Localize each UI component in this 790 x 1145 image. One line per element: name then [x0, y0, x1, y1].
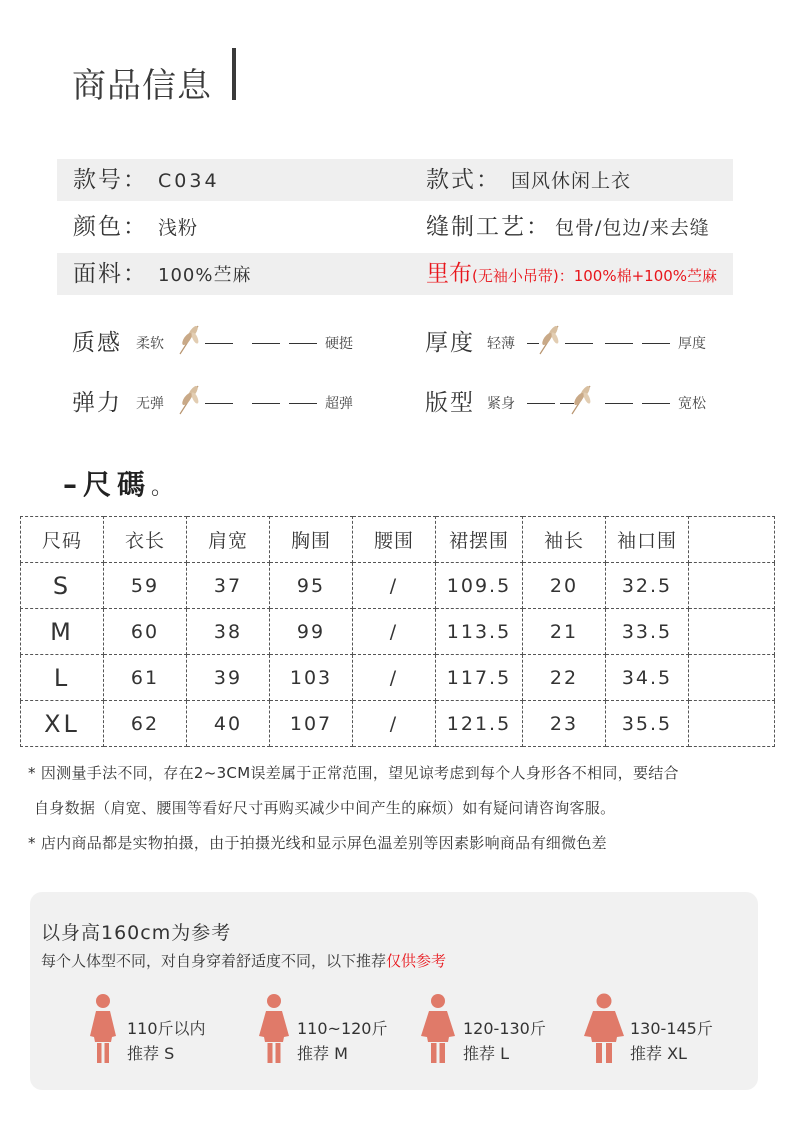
table-cell: 35.5 [606, 701, 689, 747]
table-cell: / [353, 655, 436, 701]
table-row [21, 609, 775, 655]
figure-weight: 120-130斤 [463, 1019, 546, 1038]
reference-subtitle [41, 950, 446, 971]
reference-title: 以身高160cm为参考 [41, 922, 232, 944]
scale-texture-high: 硬挺 [325, 336, 353, 352]
table-cell: 62 [104, 701, 187, 747]
table-cell: / [353, 701, 436, 747]
info-row-color [57, 206, 733, 248]
size-label-cell: XL [21, 701, 104, 747]
scale-thickness-low: 轻薄 [487, 336, 515, 352]
header-cell: 袖长 [523, 517, 606, 563]
table-row [21, 655, 775, 701]
note-color-diff: * 店内商品都是实物拍摄，由于拍摄光线和显示屏色温差别等因素影响商品有细微色差 [28, 834, 607, 852]
scale-line [565, 343, 593, 344]
header-cell: 尺码 [21, 517, 104, 563]
reference-highlight: 仅供参考 [386, 952, 447, 970]
table-cell: 37 [187, 563, 270, 609]
scale-line [252, 403, 280, 404]
table-cell [689, 701, 775, 747]
title-divider [232, 48, 236, 100]
person-icon-xl [582, 992, 626, 1066]
scale-thickness-label: 厚度 [425, 330, 475, 356]
size-title-text: 尺碼 [83, 468, 152, 501]
style-label: 款式： [426, 167, 501, 193]
scale-line [252, 343, 280, 344]
table-cell: 34.5 [606, 655, 689, 701]
header-cell: 肩宽 [187, 517, 270, 563]
craft-label: 缝制工艺： [426, 214, 551, 240]
table-cell: 22 [523, 655, 606, 701]
table-cell: 109.5 [436, 563, 523, 609]
size-table-header [21, 517, 775, 563]
reference-subtitle-text: 每个人体型不同，对自身穿着舒适度不同，以下推荐 [41, 952, 387, 970]
wheat-leaf-icon [176, 382, 202, 416]
craft-value: 包骨/包边/来去缝 [555, 217, 710, 239]
scale-line [527, 403, 555, 404]
size-title-dash: – [63, 468, 83, 501]
header-cell: 腰围 [353, 517, 436, 563]
figure-s-text [127, 1016, 206, 1066]
size-section-title [63, 463, 179, 503]
scale-elasticity-low: 无弹 [136, 396, 164, 412]
figure-recommendation: 推荐 M [297, 1044, 348, 1063]
size-label-cell: L [21, 655, 104, 701]
scale-line [642, 343, 670, 344]
scale-fit-label: 版型 [425, 390, 475, 416]
table-cell [689, 563, 775, 609]
size-label-cell: M [21, 609, 104, 655]
table-row [21, 563, 775, 609]
scale-line [605, 403, 633, 404]
note-measurement-cont: 自身数据（肩宽、腰围等看好尺寸再购买减少中间产生的麻烦）如有疑问请咨询客服。 [34, 799, 616, 817]
scale-elasticity-label: 弹力 [72, 390, 122, 416]
scale-line [605, 343, 633, 344]
size-label-cell: S [21, 563, 104, 609]
scale-thickness-high: 厚度 [678, 336, 706, 352]
size-title-dot: 。 [151, 475, 180, 500]
lining-value: (无袖小吊带)：100%棉+100%苎麻 [472, 267, 718, 285]
figure-weight: 110~120斤 [297, 1019, 388, 1038]
header-cell: 裙摆围 [436, 517, 523, 563]
table-cell: / [353, 563, 436, 609]
wheat-leaf-icon [176, 322, 202, 356]
figure-m-text [297, 1016, 388, 1066]
scale-elasticity-high: 超弹 [325, 396, 353, 412]
color-value: 浅粉 [158, 217, 199, 239]
scale-texture-low: 柔软 [136, 336, 164, 352]
table-cell: / [353, 609, 436, 655]
table-cell: 21 [523, 609, 606, 655]
style-value: 国风休闲上衣 [511, 170, 632, 192]
scale-elasticity [72, 380, 372, 420]
scale-thickness [425, 320, 725, 360]
style-no-label: 款号： [73, 167, 148, 193]
table-cell: 121.5 [436, 701, 523, 747]
header-cell: 胸围 [270, 517, 353, 563]
header-cell [689, 517, 775, 563]
fabric-value: 100%苎麻 [158, 265, 252, 286]
person-icon-l [418, 992, 458, 1066]
table-cell: 20 [523, 563, 606, 609]
scale-fit [425, 380, 725, 420]
figure-recommendation: 推荐 S [127, 1044, 175, 1063]
scale-texture-label: 质感 [72, 330, 122, 356]
figure-recommendation: 推荐 XL [630, 1044, 687, 1063]
figure-recommendation: 推荐 L [463, 1044, 510, 1063]
table-cell: 113.5 [436, 609, 523, 655]
table-cell: 40 [187, 701, 270, 747]
table-cell [689, 655, 775, 701]
table-cell: 39 [187, 655, 270, 701]
table-cell: 38 [187, 609, 270, 655]
scale-line [642, 403, 670, 404]
scale-line [205, 403, 233, 404]
wheat-leaf-icon [536, 322, 562, 356]
table-row [21, 701, 775, 747]
person-icon-s [85, 992, 121, 1066]
info-row-style [57, 159, 733, 201]
figure-weight: 130-145斤 [630, 1019, 713, 1038]
table-cell: 95 [270, 563, 353, 609]
header-cell: 衣长 [104, 517, 187, 563]
table-cell: 107 [270, 701, 353, 747]
page-title: 商品信息 [72, 66, 212, 106]
table-cell: 32.5 [606, 563, 689, 609]
figure-l-text [463, 1016, 546, 1066]
note-measurement: * 因测量手法不同，存在2~3CM误差属于正常范围，望见谅考虑到每个人身形各不相同，要结合 [28, 764, 679, 782]
person-icon-m [255, 992, 293, 1066]
fabric-label: 面料： [73, 261, 148, 287]
scale-texture [72, 320, 372, 360]
scale-fit-high: 宽松 [678, 396, 706, 412]
wheat-leaf-icon [568, 382, 594, 416]
figure-xl-text [630, 1016, 713, 1066]
style-no-value: C034 [158, 170, 220, 192]
figure-weight: 110斤以内 [127, 1019, 206, 1038]
info-row-fabric [57, 253, 733, 295]
table-cell: 103 [270, 655, 353, 701]
table-cell: 23 [523, 701, 606, 747]
table-cell: 60 [104, 609, 187, 655]
size-table [20, 516, 775, 747]
table-cell: 33.5 [606, 609, 689, 655]
lining-label: 里布 [426, 261, 472, 287]
color-label: 颜色： [73, 214, 148, 240]
header-cell: 袖口围 [606, 517, 689, 563]
table-cell: 99 [270, 609, 353, 655]
scale-fit-low: 紧身 [487, 396, 515, 412]
table-cell [689, 609, 775, 655]
scale-line [289, 343, 317, 344]
table-cell: 61 [104, 655, 187, 701]
scale-line [205, 343, 233, 344]
table-cell: 117.5 [436, 655, 523, 701]
table-cell: 59 [104, 563, 187, 609]
scale-line [289, 403, 317, 404]
